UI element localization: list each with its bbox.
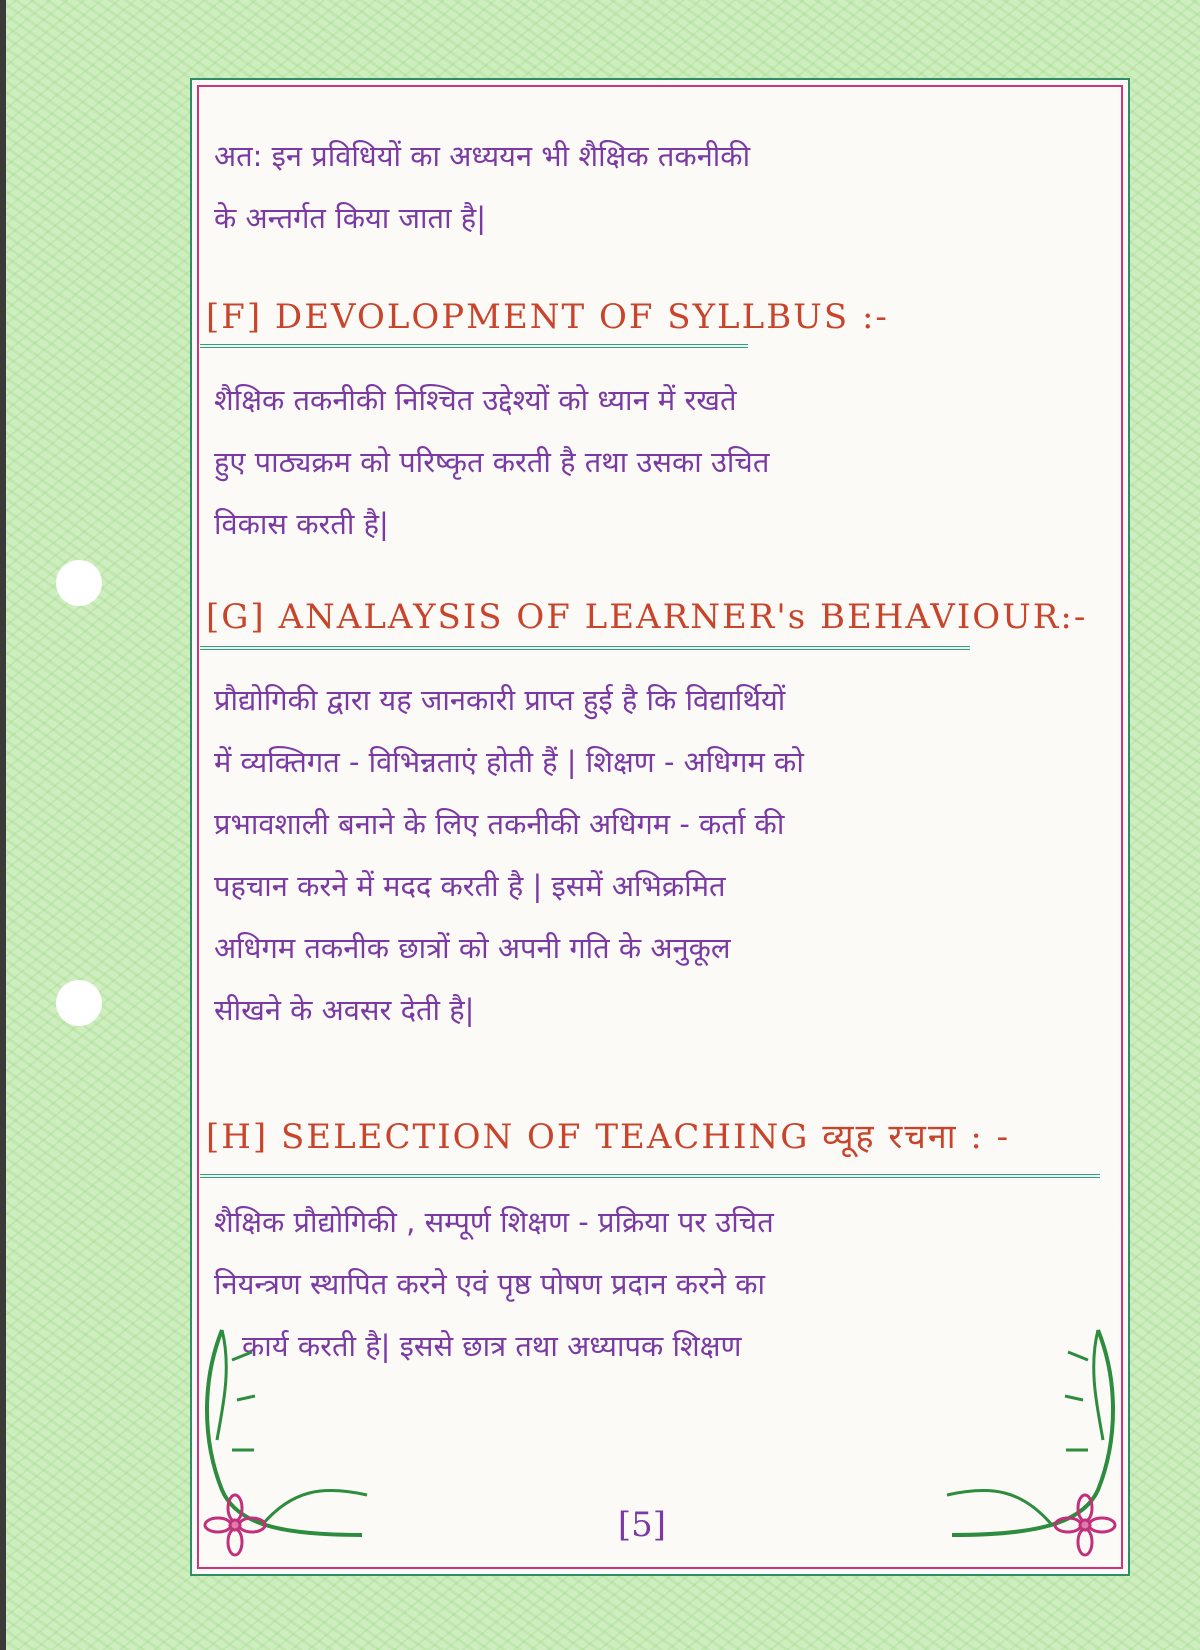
section-g-line-5: अधिगम तकनीक छात्रों को अपनी गति के अनुकूल	[214, 931, 731, 965]
right-flower-icon	[1050, 1490, 1120, 1560]
section-g-line-1: प्रौद्योगिकी द्वारा यह जानकारी प्राप्त हुई है कि विद्यार्थियों	[214, 683, 786, 717]
section-h-line-2: नियन्त्रण स्थापित करने एवं पृष्ठ पोषण प्रदान करने का	[214, 1267, 765, 1301]
section-h-line-3: कार्य करती है| इससे छात्र तथा अध्यापक शिक्षण	[242, 1329, 742, 1363]
heading-h: [H] SELECTION OF TEACHING व्यूह रचना : -	[206, 1117, 1011, 1157]
section-g-line-6: सीखने के अवसर देती है|	[214, 993, 475, 1027]
section-f-line-2: हुए पाठ्यक्रम को परिष्कृत करती है तथा उसका उचित	[214, 445, 770, 479]
intro-line-1: अत: इन प्रविधियों का अध्ययन भी शैक्षिक तकनीकी	[214, 139, 751, 173]
section-g-line-2: में व्यक्तिगत - विभिन्नताएं होती हैं | शिक्षण - अधिगम को	[214, 745, 804, 779]
heading-f: [F] DEVOLOPMENT OF SYLLBUS :-	[206, 297, 889, 337]
heading-f-underline	[200, 344, 748, 348]
punch-hole-bottom	[56, 980, 102, 1026]
heading-g-underline	[200, 646, 970, 650]
section-g-line-4: पहचान करने में मदद करती है | इसमें अभिक्रमित	[214, 869, 726, 903]
section-f-line-3: विकास करती है|	[214, 507, 389, 541]
intro-line-2: के अन्तर्गत किया जाता है|	[214, 201, 486, 235]
page-number: [5]	[617, 1505, 667, 1545]
section-f-line-1: शैक्षिक तकनीकी निश्चित उद्देश्यों को ध्यान में रखते	[214, 383, 737, 417]
heading-g: [G] ANALAYSIS OF LEARNER's BEHAVIOUR:-	[206, 597, 1088, 637]
section-g-line-3: प्रभावशाली बनाने के लिए तकनीकी अधिगम - कर्ता की	[214, 807, 785, 841]
scan-edge	[0, 0, 6, 1650]
heading-h-underline	[200, 1174, 1100, 1178]
section-h-line-1: शैक्षिक प्रौद्योगिकी , सम्पूर्ण शिक्षण - प्रक्रिया पर उचित	[214, 1205, 774, 1239]
left-flower-icon	[200, 1490, 270, 1560]
notebook-page	[190, 78, 1130, 1576]
punch-hole-top	[56, 560, 102, 606]
